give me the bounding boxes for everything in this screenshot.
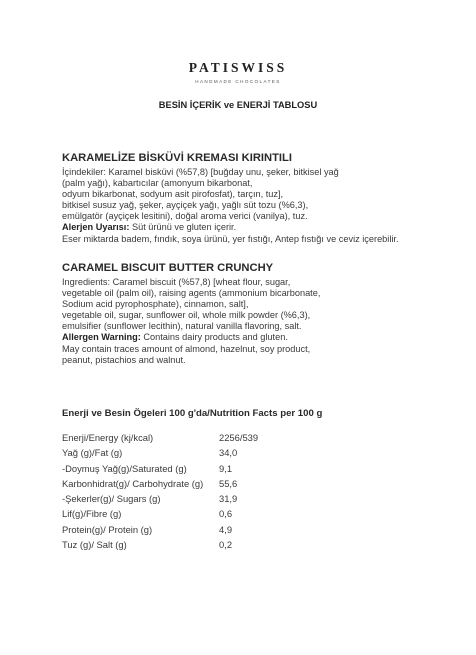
nutrition-row <box>62 476 362 491</box>
turkish-ingredients-line: İçindekiler: Karamel bisküvi (%57,8) [buğday unu, şeker, bitkisel yağ <box>62 167 339 177</box>
nutrition-label: Tuz (g)/ Salt (g) <box>62 539 127 551</box>
english-allergen-warning <box>62 332 442 343</box>
english-traces-note: May contain traces amount of almond, hazelnut, soy product, <box>62 343 311 354</box>
brand-name: PATISWISS <box>188 60 288 75</box>
nutrition-value: 2256/539 <box>219 432 259 443</box>
nutrition-row <box>62 461 362 476</box>
nutrition-row <box>62 537 362 552</box>
turkish-allergen-label: Alerjen Uyarısı: <box>62 222 130 233</box>
brand-tagline: HANDMADE CHOCOLATES <box>195 79 281 84</box>
brand-logo <box>0 60 476 84</box>
english-traces-note: peanut, pistachios and walnut. <box>62 354 186 365</box>
nutrition-label: Protein(g)/ Protein (g) <box>62 523 153 535</box>
english-ingredients-line: Sodium acid pyrophosphate), cinnamon, salt], <box>62 299 249 310</box>
turkish-product-heading: KARAMELİZE BİSKÜVİ KREMASI KIRINTILI <box>62 152 292 164</box>
turkish-ingredients-line: bitkisel susuz yağ, şeker, ayçiçek yağı, yağlı süt tozu (%6,3), <box>62 200 309 211</box>
turkish-ingredients-line: (palm yağı), kabartıcılar (amonyum bikarbonat, <box>62 178 253 189</box>
nutrition-label: Enerji/Energy (kj/kcal) <box>62 432 154 443</box>
nutrition-label: Karbonhidrat(g)/ Carbohydrate (g) <box>62 477 204 489</box>
nutrition-row <box>62 430 362 445</box>
turkish-traces-note: Eser miktarda badem, fındık, soya ürünü, yer fıstığı, Antep fıstığı ve ceviz içerebilir. <box>62 233 399 244</box>
english-ingredients-line: vegetable oil (palm oil), raising agents (ammonium bicarbonate, <box>62 288 321 299</box>
english-allergen-label: Allergen Warning: <box>62 332 141 343</box>
english-ingredients-line: vegetable oil, sugar, sunflower oil, whole milk powder (%6,3), <box>62 310 311 321</box>
nutrition-row <box>62 506 362 521</box>
english-section <box>62 262 442 366</box>
nutrition-value: 0,6 <box>219 508 233 520</box>
turkish-allergen-warning <box>62 222 442 233</box>
nutrition-label: Lif(g)/Fibre (g) <box>62 508 122 520</box>
turkish-ingredients-line: emülgatör (ayçiçek lesitini), doğal aroma verici (vanilya), tuz. <box>62 211 308 222</box>
nutrition-heading: Enerji ve Besin Ögeleri 100 g'da/Nutrition Facts per 100 g <box>62 408 323 419</box>
nutrition-value: 0,2 <box>219 539 233 551</box>
document-title: BESİN İÇERİK ve ENERJİ TABLOSU <box>158 100 318 110</box>
english-ingredients-line: Ingredients: Caramel biscuit (%57,8) [wheat flour, sugar, <box>62 277 291 287</box>
nutrition-value: 4,9 <box>219 523 233 535</box>
nutrition-value: 34,0 <box>219 447 238 459</box>
nutrition-label: Yağ (g)/Fat (g) <box>62 447 123 459</box>
turkish-section <box>62 152 442 245</box>
nutrition-row <box>62 491 362 506</box>
nutrition-value: 55,6 <box>219 477 238 489</box>
nutrition-label: -Şekerler(g)/ Sugars (g) <box>62 493 161 505</box>
nutrition-row <box>62 522 362 537</box>
nutrition-table <box>62 430 362 552</box>
nutrition-value: 31,9 <box>219 493 238 505</box>
turkish-ingredients-line: odyum bikarbonat, sodyum asit pirofosfat), tarçın, tuz], <box>62 189 284 200</box>
english-allergen-text: Contains dairy products and gluten. <box>140 332 288 343</box>
nutrition-row <box>62 445 362 460</box>
english-product-heading: CARAMEL BISCUIT BUTTER CRUNCHY <box>62 262 274 274</box>
nutrition-value: 9,1 <box>219 462 233 474</box>
turkish-allergen-text: Süt ürünü ve gluten içerir. <box>129 222 237 233</box>
nutrition-label: -Doymuş Yağ(g)/Saturated (g) <box>62 462 187 474</box>
english-ingredients-line: emulsifier (sunflower lecithin), natural vanilla flavoring, salt. <box>62 321 302 332</box>
